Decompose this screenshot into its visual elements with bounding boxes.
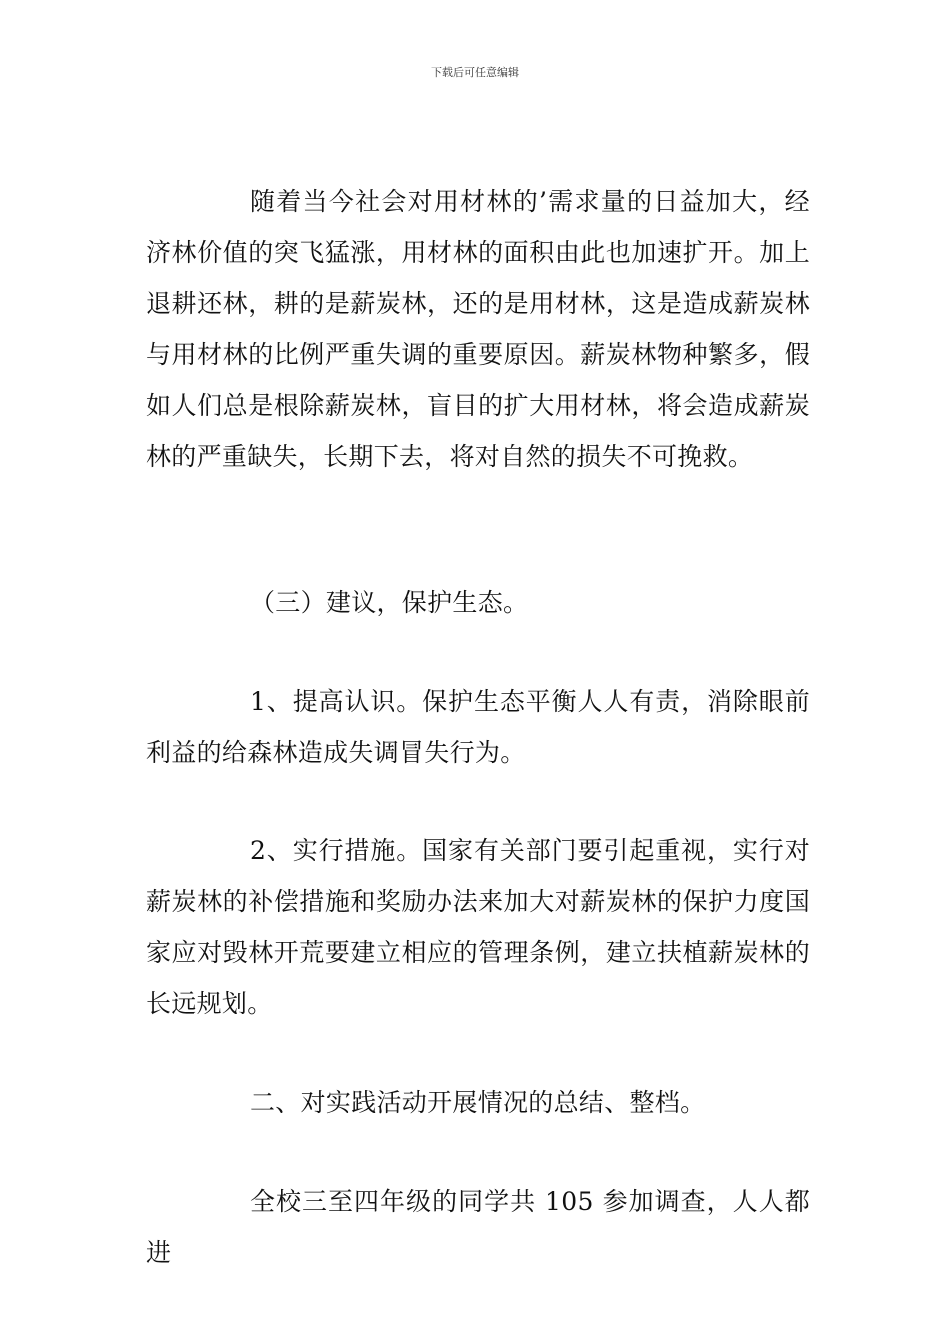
paragraph-raise-awareness	[146, 676, 810, 778]
paragraph-take-measures	[146, 825, 810, 1029]
paragraph-participation	[146, 1176, 810, 1278]
paragraph-text: 2、实行措施。国家有关部门要引起重视，实行对薪炭林的补偿措施和奖励办法来加大对薪炭林的保护力度国家应对毁林开荒要建立相应的管理条例，建立扶植薪炭林的长远规划。	[146, 836, 810, 1018]
section-heading-text: （三）建议，保护生态。	[250, 588, 529, 617]
section-heading-suggestions	[146, 577, 810, 628]
section-heading-text: 二、对实践活动开展情况的总结、整档。	[250, 1088, 706, 1117]
paragraph-text: 1、提高认识。保护生态平衡人人有责，消除眼前利益的给森林造成失调冒失行为。	[146, 687, 810, 767]
paragraph-demand-analysis	[146, 176, 810, 482]
page-header: 下载后可任意编辑	[431, 66, 519, 79]
paragraph-text: 随着当今社会对用材林的’需求量的日益加大，经济林价值的突飞猛涨，用材林的面积由此也加速扩开。加上退耕还林，耕的是薪炭林，还的是用材林，这是造成薪炭林与用材林的比例严重失调的重要原因。薪炭林物种繁多，假如人们总是根除薪炭林，盲目的扩大用材林，将会造成薪炭林的严重缺失，长期下去，将对自然的损失不可挽救。	[146, 187, 810, 471]
paragraph-text: 全校三至四年级的同学共 105 参加调查，人人都进	[146, 1187, 810, 1267]
section-heading-summary	[146, 1077, 810, 1128]
